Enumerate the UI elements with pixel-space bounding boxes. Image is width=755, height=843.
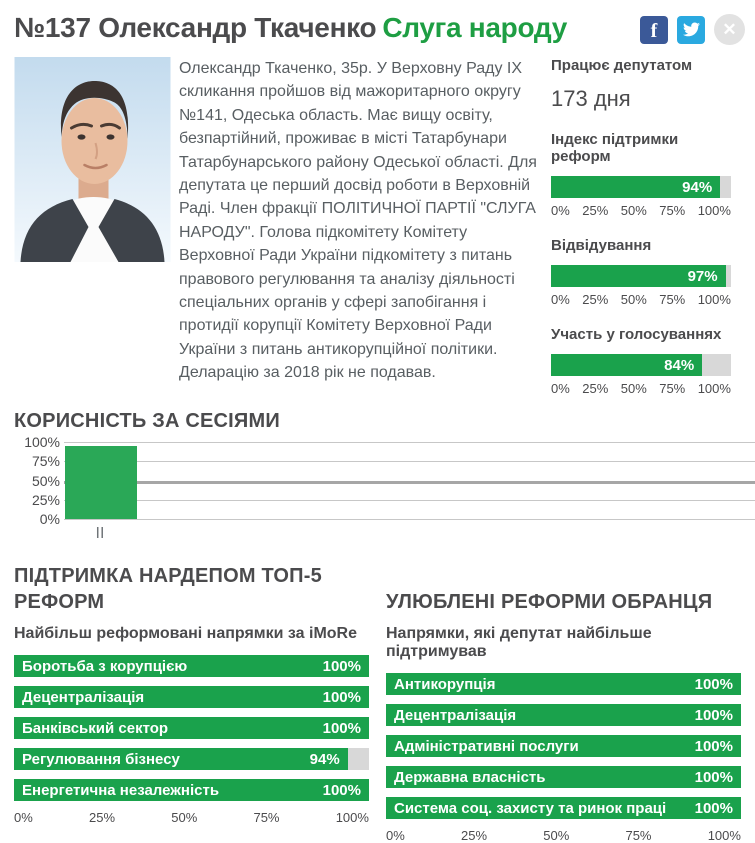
gridline-50 xyxy=(31,472,755,489)
tenure-label: Працює депутатом xyxy=(551,57,693,74)
reform-bar-fill xyxy=(386,766,741,788)
axis-tick: 100% xyxy=(697,381,731,396)
tenure-value: 173 дня xyxy=(551,86,631,111)
favorites-subtitle: Напрямки, які депутат найбільше підтримував xyxy=(386,625,652,660)
sessions-chart xyxy=(24,434,755,527)
reform-bar-fill xyxy=(386,735,741,757)
reform-bar-fill xyxy=(14,748,348,770)
axis-tick: 25% xyxy=(89,810,116,825)
metric-value: 84% xyxy=(664,356,695,374)
metric-voting xyxy=(551,326,731,396)
reform-bar-fill xyxy=(14,779,369,801)
gridline-75 xyxy=(31,453,755,470)
gridline-0 xyxy=(39,511,755,527)
top5-axis xyxy=(14,810,369,825)
axis-tick: 25% xyxy=(582,292,609,307)
axis-tick: 50% xyxy=(171,810,198,825)
reform-label: Енергетична незалежність xyxy=(22,781,220,799)
axis-tick: 50% xyxy=(620,381,647,396)
reform-bar-fill xyxy=(14,655,369,677)
reform-label: Децентралізація xyxy=(22,688,145,706)
reform-label: Банківський сектор xyxy=(22,719,169,737)
metric-title: Індекс підтримки реформ xyxy=(551,131,679,165)
deputy-bio: Олександр Ткаченко, 35р. У Верховну Раду IX скликання пройшов від мажоритарного округу №141, Одеська область. Має вищу освіту, безпартійний, проживає в місті Татарбунари Татарбунарського району Одеської області. Для депутата це перший досвід роботи в Верховній Раді. Член фракції ПОЛІТИЧНОЇ ПАРТІЇ "СЛУГА НАРОДУ". Голова підкомітету Комітету Верховної Ради України підкомітету з питань правового регулювання та аналізу діяльності спеціальних органів у сфері запобігання і протидії корупції Комітету Верховної Ради України з питань антикорупційної політики. Деларацію за 2018 рік не подавав. xyxy=(179,60,537,382)
reform-label: Система соц. захисту та ринок праці xyxy=(394,799,667,817)
top5-reforms-column xyxy=(14,563,369,843)
metric-fill xyxy=(551,265,726,287)
metric-track xyxy=(551,354,731,376)
axis-tick: 75% xyxy=(625,828,652,843)
reform-bar-fill xyxy=(386,704,741,726)
reform-value: 100% xyxy=(694,675,733,693)
party-name: Слуга народу xyxy=(382,12,567,43)
reform-value: 100% xyxy=(694,799,733,817)
reform-bar-row xyxy=(14,779,369,801)
close-button[interactable] xyxy=(714,14,745,45)
metric-value: 97% xyxy=(687,267,718,285)
reform-label: Державна власність xyxy=(394,768,546,786)
reform-value: 100% xyxy=(322,657,361,675)
facebook-icon: f xyxy=(650,20,658,42)
reform-bar-row xyxy=(386,766,741,788)
reform-bar-row xyxy=(386,797,741,819)
reform-label: Антикорупція xyxy=(394,675,496,693)
axis-tick: 0% xyxy=(386,828,405,843)
reform-label: Регулювання бізнесу xyxy=(22,750,180,768)
axis-tick: 0% xyxy=(14,810,33,825)
metric-track xyxy=(551,176,731,198)
session-bar-II xyxy=(65,446,137,519)
y-tick: 0% xyxy=(39,511,60,527)
reform-value: 100% xyxy=(322,781,361,799)
x-tick-session: II xyxy=(95,525,105,542)
reform-bar-row xyxy=(386,735,741,757)
reform-bar-row xyxy=(386,704,741,726)
reform-value: 94% xyxy=(309,750,340,768)
top5-title: ПІДТРИМКА НАРДЕПОМ ТОП-5 РЕФОРМ xyxy=(14,565,322,613)
axis-tick: 100% xyxy=(335,810,369,825)
gridline-100 xyxy=(24,434,755,450)
reform-value: 100% xyxy=(694,706,733,724)
twitter-icon xyxy=(683,22,700,37)
axis-tick: 75% xyxy=(659,381,686,396)
metric-reform-index xyxy=(551,131,731,218)
y-tick: 100% xyxy=(24,434,60,450)
axis-tick: 0% xyxy=(551,203,570,218)
gridline-25 xyxy=(31,491,755,508)
metric-attendance xyxy=(551,237,731,307)
bottom-section xyxy=(14,563,755,843)
reform-value: 100% xyxy=(322,688,361,706)
facebook-share-button[interactable] xyxy=(640,16,668,44)
reform-bar-row xyxy=(14,748,369,770)
metric-track xyxy=(551,265,731,287)
twitter-share-button[interactable] xyxy=(677,16,705,44)
axis-tick: 25% xyxy=(461,828,488,843)
metric-title: Участь у голосуваннях xyxy=(551,326,722,343)
header xyxy=(14,8,755,45)
metric-fill xyxy=(551,354,702,376)
reform-bar-fill xyxy=(386,797,741,819)
axis-tick: 100% xyxy=(707,828,741,843)
axis-tick: 100% xyxy=(697,203,731,218)
favorites-axis xyxy=(386,828,741,843)
metric-value: 94% xyxy=(682,178,713,196)
y-tick: 75% xyxy=(31,453,60,470)
y-tick: 25% xyxy=(31,491,60,508)
reform-label: Адміністративні послуги xyxy=(394,737,579,755)
axis-tick: 0% xyxy=(551,292,570,307)
metric-axis xyxy=(551,381,731,396)
reform-bar-fill xyxy=(386,673,741,695)
axis-tick: 25% xyxy=(582,381,609,396)
deputy-number-name: №137 Олександр Ткаченко xyxy=(14,12,377,43)
y-tick: 50% xyxy=(31,472,60,489)
reform-bar-row xyxy=(14,686,369,708)
favorite-reforms-column xyxy=(386,563,741,843)
top5-subtitle: Найбільш реформовані напрямки за iMoRe xyxy=(14,625,358,642)
axis-tick: 50% xyxy=(543,828,570,843)
axis-tick: 25% xyxy=(582,203,609,218)
favorites-title: УЛЮБЛЕНІ РЕФОРМИ ОБРАНЦЯ xyxy=(386,591,713,613)
reform-label: Децентралізація xyxy=(394,706,517,724)
sessions-title: КОРИСНІСТЬ ЗА СЕСІЯМИ xyxy=(14,410,280,432)
deputy-photo xyxy=(14,57,171,262)
reform-value: 100% xyxy=(694,737,733,755)
metric-title: Відвідування xyxy=(551,237,652,254)
page-title xyxy=(14,12,567,44)
axis-tick: 75% xyxy=(253,810,280,825)
reform-bar-row xyxy=(14,655,369,677)
close-icon: ✕ xyxy=(722,19,737,39)
reform-value: 100% xyxy=(694,768,733,786)
sessions-x-axis xyxy=(64,525,755,543)
portrait-illustration xyxy=(14,57,171,262)
metric-axis xyxy=(551,203,731,218)
sessions-section xyxy=(14,410,755,543)
header-actions xyxy=(640,14,745,45)
axis-tick: 50% xyxy=(620,203,647,218)
metric-fill xyxy=(551,176,720,198)
reform-bar-row xyxy=(14,717,369,739)
reform-label: Боротьба з корупцією xyxy=(22,657,188,675)
reform-value: 100% xyxy=(322,719,361,737)
stats-panel xyxy=(551,57,755,396)
axis-tick: 0% xyxy=(551,381,570,396)
axis-tick: 75% xyxy=(659,203,686,218)
reform-bar-fill xyxy=(14,717,369,739)
axis-tick: 50% xyxy=(620,292,647,307)
metric-axis xyxy=(551,292,731,307)
reform-bar-fill xyxy=(14,686,369,708)
reform-bar-row xyxy=(386,673,741,695)
axis-tick: 100% xyxy=(697,292,731,307)
profile-section xyxy=(14,57,755,396)
axis-tick: 75% xyxy=(659,292,686,307)
